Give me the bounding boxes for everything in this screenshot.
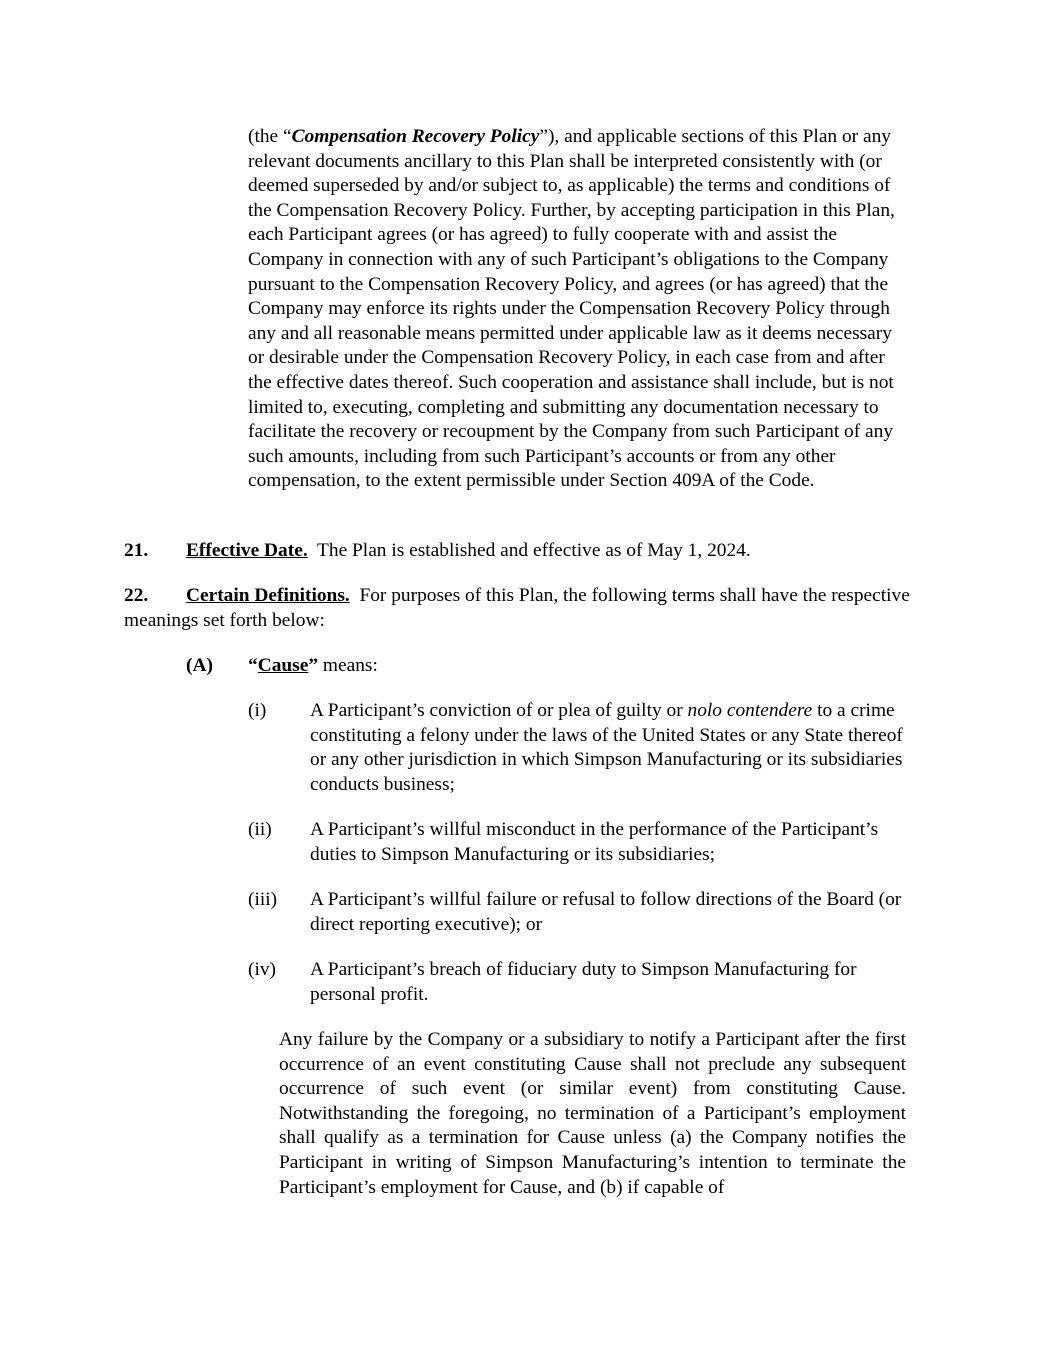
- definition-cause-heading: [186, 654, 378, 679]
- cause-item: [248, 958, 908, 1007]
- definition-label: (A): [186, 655, 213, 676]
- item-text: A Participant’s conviction of or plea of guilty or nolo contendere to a crime constituting a felony under the laws of the United States or any State thereof or any other jurisdiction in which Simpson Manufacturing or its subsidiaries conducts business;: [310, 700, 903, 795]
- item-number: (i): [248, 700, 267, 721]
- item-text: A Participant’s breach of fiduciary duty to Simpson Manufacturing for personal profit.: [310, 959, 857, 1005]
- section-title: Effective Date.: [186, 540, 308, 561]
- definition-suffix: means:: [322, 655, 378, 676]
- item-text: A Participant’s willful misconduct in the performance of the Participant’s duties to Simpson Manufacturing or its subsidiaries;: [310, 819, 879, 865]
- cause-item: [248, 888, 908, 937]
- closing-paragraph: Any failure by the Company or a subsidiary to notify a Participant after the first occurrence of an event constituting Cause shall not preclude any subsequent occurrence of such event (or similar event) from constituting Cause. Notwithstanding the foregoing, no termination of a Participant’s employment shall qualify as a termination for Cause unless (a) the Company notifies the Participant in writing of Simpson Manufacturing’s intention to terminate the Participant’s employment for Cause, and (b) if capable of: [279, 1029, 906, 1198]
- intro-paragraph: [248, 125, 908, 494]
- cause-item: [248, 699, 908, 797]
- item-number: (iv): [248, 959, 276, 980]
- section-title: Certain Definitions.: [186, 585, 350, 606]
- intro-text: ”), and applicable sections of this Plan or any relevant documents ancillary to this Plan shall be interpreted consistently with (or deemed superseded by and/or subject to, as applicable) the terms and conditions of the Compensation Recovery Policy. Further, by accepting participation in this Plan, each Participant agrees (or has agreed) to fully cooperate with and assist the Company in connection with any of such Participant’s obligations to the Company pursuant to the Compensation Recovery Policy, and agrees (or has agreed) that the Company may enforce its rights under the Compensation Recovery Policy through any and all reasonable means permitted under applicable law as it deems necessary or desirable under the Compensation Recovery Policy, in each case from and after the effective dates thereof. Such cooperation and assistance shall include, but is not limited to, executing, completing and submitting any documentation necessary to facilitate the recovery or recoupment by the Company from such Participant of any such amounts, including from such Participant’s accounts or from any other compensation, to the extent permissible under Section 409A of the Code.: [248, 126, 895, 492]
- section-21: [124, 539, 914, 564]
- section-22: [124, 584, 914, 633]
- item-number: (iii): [248, 889, 278, 910]
- section-number: 22.: [124, 585, 149, 606]
- item-text: A Participant’s willful failure or refusal to follow directions of the Board (or direct reporting executive); or: [310, 889, 902, 935]
- definition-term: “Cause”: [248, 655, 319, 676]
- section-body: For purposes of this Plan, the following terms shall have the respective meanings set forth below:: [124, 585, 910, 631]
- section-body: The Plan is established and effective as of May 1, 2024.: [317, 540, 751, 561]
- intro-prefix: (the “: [248, 126, 292, 147]
- compensation-recovery-policy-term: Compensation Recovery Policy: [291, 126, 540, 147]
- cause-item: [248, 818, 908, 867]
- item-number: (ii): [248, 819, 272, 840]
- section-number: 21.: [124, 540, 149, 561]
